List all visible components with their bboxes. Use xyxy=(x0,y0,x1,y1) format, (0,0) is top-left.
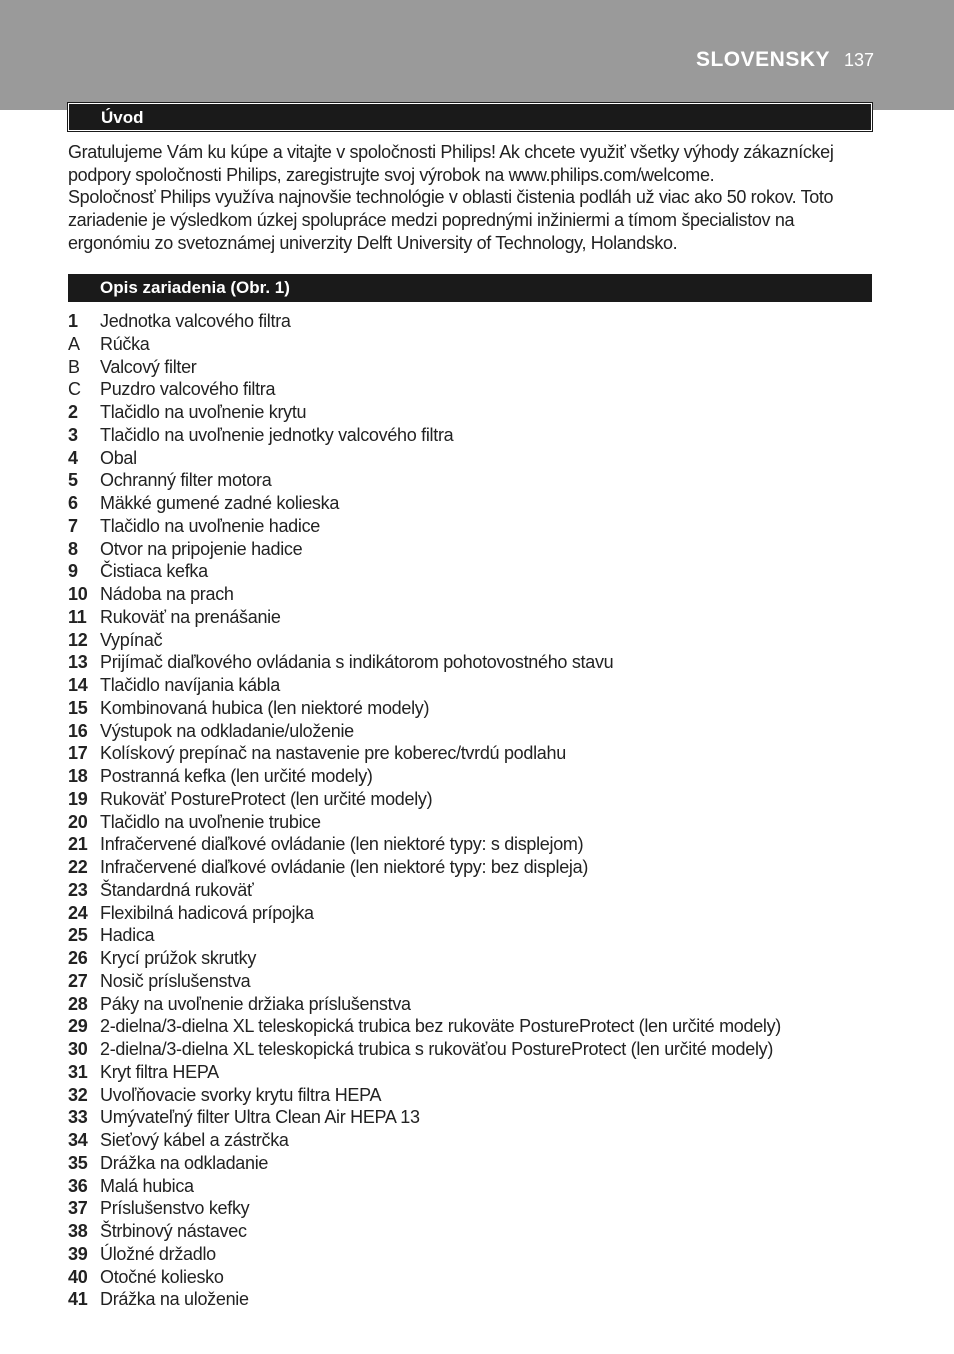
item-number: 2 xyxy=(68,402,78,422)
list-item xyxy=(68,1220,872,1243)
item-text: Štandardná rukoväť xyxy=(100,879,254,900)
item-number: 18 xyxy=(68,766,88,786)
item-text: Kombinovaná hubica (len niektoré modely) xyxy=(100,697,430,718)
item-number: A xyxy=(68,333,80,354)
item-text: Malá hubica xyxy=(100,1175,194,1196)
item-number: 31 xyxy=(68,1061,88,1082)
item-number: 4 xyxy=(68,447,78,468)
list-item xyxy=(68,629,872,652)
parts-list xyxy=(68,310,872,1311)
item-number: 8 xyxy=(68,538,78,559)
list-item xyxy=(68,1197,872,1220)
item-text: Krycí prúžok skrutky xyxy=(100,948,257,968)
item-number: 14 xyxy=(68,675,88,695)
item-number: 13 xyxy=(68,652,88,673)
list-item xyxy=(68,811,872,834)
item-text: Jednotka valcového filtra xyxy=(100,311,291,331)
item-number: 10 xyxy=(68,584,88,604)
item-number: 20 xyxy=(68,811,88,832)
list-item xyxy=(68,356,872,379)
item-number: 32 xyxy=(68,1084,88,1105)
list-item xyxy=(68,1152,872,1175)
item-text: Drážka na uloženie xyxy=(100,1289,249,1310)
item-number: 1 xyxy=(68,311,78,331)
list-item xyxy=(68,1084,872,1107)
list-item xyxy=(68,447,872,470)
item-text: Otočné koliesko xyxy=(100,1266,224,1287)
intro-paragraph: Gratulujeme Vám ku kúpe a vitajte v spoločnosti Philips! Ak chcete využiť všetky výhody zákazníckej podpory spoločnosti Philips, zaregistrujte svoj výrobok na www.philips.com/welcome. xyxy=(68,142,834,185)
item-number: 24 xyxy=(68,902,88,923)
item-text: Rúčka xyxy=(100,333,150,354)
item-text: Čistiaca kefka xyxy=(100,561,208,582)
item-text: Kryt filtra HEPA xyxy=(100,1061,219,1082)
list-item xyxy=(68,333,872,356)
list-item xyxy=(68,538,872,561)
list-item xyxy=(68,651,872,674)
list-item xyxy=(68,310,872,333)
item-text: Drážka na odkladanie xyxy=(100,1152,269,1173)
list-item xyxy=(68,720,872,743)
list-item xyxy=(68,947,872,970)
item-text: Vypínač xyxy=(100,629,163,650)
list-item xyxy=(68,924,872,947)
list-item xyxy=(68,1038,872,1061)
item-number: C xyxy=(68,379,81,400)
list-item xyxy=(68,515,872,538)
item-number: 33 xyxy=(68,1107,88,1128)
item-number: 3 xyxy=(68,424,78,445)
item-number: 35 xyxy=(68,1152,88,1173)
item-text: Ochranný filter motora xyxy=(100,470,272,491)
item-number: 5 xyxy=(68,470,78,491)
item-number: 41 xyxy=(68,1289,88,1310)
item-text: Príslušenstvo kefky xyxy=(100,1198,250,1219)
item-text: Prijímač diaľkového ovládania s indikátorom pohotovostného stavu xyxy=(100,652,614,673)
list-item xyxy=(68,765,872,788)
item-number: 25 xyxy=(68,925,88,946)
section-title: Úvod xyxy=(101,108,144,127)
item-text: Nosič príslušenstva xyxy=(100,970,251,991)
item-number: 6 xyxy=(68,493,78,513)
list-item xyxy=(68,742,872,765)
list-item xyxy=(68,401,872,424)
item-number: 12 xyxy=(68,629,88,650)
item-number: 7 xyxy=(68,515,78,536)
item-number: 21 xyxy=(68,834,88,855)
item-number: 38 xyxy=(68,1221,88,1241)
item-text: Umývateľný filter Ultra Clean Air HEPA 13 xyxy=(100,1107,420,1128)
item-text: Infračervené diaľkové ovládanie (len niektoré typy: s displejom) xyxy=(100,834,584,855)
item-text: Obal xyxy=(100,447,137,468)
list-item xyxy=(68,993,872,1016)
item-text: Tlačidlo na uvoľnenie krytu xyxy=(100,402,307,422)
item-text: Postranná kefka (len určité modely) xyxy=(100,766,373,786)
header-band xyxy=(0,0,954,110)
list-item xyxy=(68,697,872,720)
item-text: Puzdro valcového filtra xyxy=(100,379,276,400)
item-text: Sieťový kábel a zástrčka xyxy=(100,1130,289,1150)
item-text: Flexibilná hadicová prípojka xyxy=(100,902,314,923)
list-item xyxy=(68,492,872,515)
list-item xyxy=(68,1266,872,1289)
item-text: Tlačidlo na uvoľnenie jednotky valcového filtra xyxy=(100,424,454,445)
section-heading-intro xyxy=(68,103,872,131)
item-text: Páky na uvoľnenie držiaka príslušenstva xyxy=(100,993,411,1014)
item-text: Nádoba na prach xyxy=(100,584,234,604)
item-text: Tlačidlo na uvoľnenie hadice xyxy=(100,515,321,536)
item-text: 2-dielna/3-dielna XL teleskopická trubica bez rukoväte PostureProtect (len určité modely) xyxy=(100,1016,781,1037)
list-item xyxy=(68,583,872,606)
list-item xyxy=(68,1288,872,1311)
list-item xyxy=(68,560,872,583)
section-title: Opis zariadenia (Obr. 1) xyxy=(100,278,290,297)
item-number: 28 xyxy=(68,993,88,1014)
item-number: 34 xyxy=(68,1130,88,1150)
item-text: Hadica xyxy=(100,925,155,946)
header-language: SLOVENSKY xyxy=(695,48,830,71)
item-number: 16 xyxy=(68,720,88,741)
item-number: 22 xyxy=(68,857,88,877)
list-item xyxy=(68,1061,872,1084)
item-text: Mäkké gumené zadné kolieska xyxy=(100,493,340,513)
item-number: 26 xyxy=(68,948,88,968)
item-number: 29 xyxy=(68,1016,88,1037)
list-item xyxy=(68,788,872,811)
item-number: 39 xyxy=(68,1243,88,1264)
item-text: Tlačidlo navíjania kábla xyxy=(100,675,280,695)
section-heading-device-description xyxy=(68,274,872,302)
item-number: 36 xyxy=(68,1175,88,1196)
item-number: 30 xyxy=(68,1039,88,1059)
page-number: 137 xyxy=(843,50,874,70)
item-text: Úložné držadlo xyxy=(100,1243,216,1264)
list-item xyxy=(68,970,872,993)
item-text: Rukoväť na prenášanie xyxy=(100,606,281,627)
list-item xyxy=(68,1129,872,1152)
item-text: Rukoväť PostureProtect (len určité modely) xyxy=(100,788,433,809)
list-item xyxy=(68,1175,872,1198)
list-item xyxy=(68,1243,872,1266)
list-item xyxy=(68,833,872,856)
list-item xyxy=(68,856,872,879)
item-text: Valcový filter xyxy=(100,356,197,377)
item-text: Tlačidlo na uvoľnenie trubice xyxy=(100,811,321,832)
item-number: 40 xyxy=(68,1266,88,1287)
item-number: 15 xyxy=(68,697,88,718)
list-item xyxy=(68,1015,872,1038)
list-item xyxy=(68,879,872,902)
list-item xyxy=(68,606,872,629)
item-number: 17 xyxy=(68,743,88,764)
item-text: Výstupok na odkladanie/uloženie xyxy=(100,720,354,741)
item-number: 23 xyxy=(68,879,88,900)
list-item xyxy=(68,1106,872,1129)
item-text: Infračervené diaľkové ovládanie (len niektoré typy: bez displeja) xyxy=(100,857,589,877)
list-item xyxy=(68,469,872,492)
item-number: 9 xyxy=(68,561,78,582)
item-text: Otvor na pripojenie hadice xyxy=(100,538,303,559)
intro-text xyxy=(68,141,872,255)
item-number: 27 xyxy=(68,970,88,991)
item-text: Uvoľňovacie svorky krytu filtra HEPA xyxy=(100,1084,382,1105)
item-number: 11 xyxy=(68,606,87,627)
item-text: Kolískový prepínač na nastavenie pre koberec/tvrdú podlahu xyxy=(100,743,566,764)
list-item xyxy=(68,674,872,697)
list-item xyxy=(68,424,872,447)
item-number: 19 xyxy=(68,788,88,809)
item-text: 2-dielna/3-dielna XL teleskopická trubica s rukoväťou PostureProtect (len určité modely) xyxy=(100,1039,774,1059)
list-item xyxy=(68,902,872,925)
intro-paragraph: Spoločnosť Philips využíva najnovšie technológie v oblasti čistenia podláh už viac ako 50 rokov. Toto zariadenie je výsledkom úzkej spolupráce medzi poprednými inžiniermi a tímom špecialistov na ergonómiu zo svetoznámej univerzity Delft University of Technology, Holandsko. xyxy=(68,187,834,253)
item-number: 37 xyxy=(68,1198,88,1219)
item-number: B xyxy=(68,356,80,377)
list-item xyxy=(68,378,872,401)
item-text: Štrbinový nástavec xyxy=(100,1221,247,1241)
